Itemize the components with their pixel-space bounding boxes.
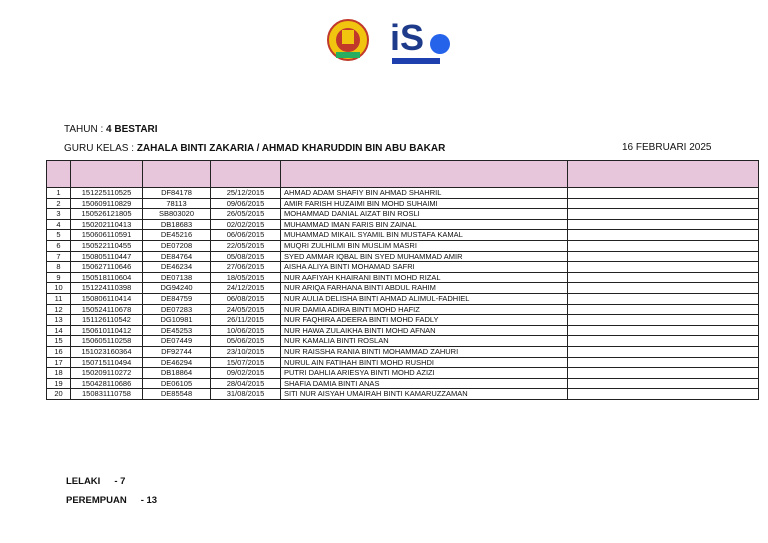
birth-date-cell: 09/06/2015 bbox=[211, 198, 281, 209]
student-name-cell: SYED AMMAR IQBAL BIN SYED MUHAMMAD AMIR bbox=[281, 251, 568, 262]
class-teacher-line bbox=[64, 143, 445, 154]
row-number-cell: 4 bbox=[47, 219, 71, 230]
birth-date-cell: 26/05/2015 bbox=[211, 209, 281, 220]
table-row bbox=[47, 240, 759, 251]
student-name-cell: MUHAMMAD MIKAIL SYAMIL BIN MUSTAFA KAMAL bbox=[281, 230, 568, 241]
row-number-cell: 8 bbox=[47, 262, 71, 273]
birth-cert-cell: 78113 bbox=[143, 198, 211, 209]
student-id-cell: 150609110829 bbox=[71, 198, 143, 209]
row-number-cell: 20 bbox=[47, 389, 71, 400]
birth-cert-cell: DG94240 bbox=[143, 283, 211, 294]
notes-cell bbox=[568, 209, 759, 220]
header-cell-2 bbox=[71, 161, 143, 188]
birth-date-cell: 09/02/2015 bbox=[211, 368, 281, 379]
header-cell-5 bbox=[281, 161, 568, 188]
birth-cert-cell: DE84764 bbox=[143, 251, 211, 262]
student-id-cell: 150524110678 bbox=[71, 304, 143, 315]
student-table bbox=[46, 160, 759, 400]
student-id-cell: 150518110604 bbox=[71, 272, 143, 283]
table-row bbox=[47, 230, 759, 241]
row-number-cell: 10 bbox=[47, 283, 71, 294]
birth-cert-cell: DF92744 bbox=[143, 346, 211, 357]
table-row bbox=[47, 368, 759, 379]
student-id-cell: 150627110646 bbox=[71, 262, 143, 273]
header-cell-3 bbox=[143, 161, 211, 188]
guru-label: GURU KELAS : bbox=[64, 143, 137, 154]
student-id-cell: 150202110413 bbox=[71, 219, 143, 230]
header-cell-6 bbox=[568, 161, 759, 188]
student-id-cell: 150606110591 bbox=[71, 230, 143, 241]
row-number-cell: 15 bbox=[47, 336, 71, 347]
birth-date-cell: 23/10/2015 bbox=[211, 346, 281, 357]
table-row bbox=[47, 262, 759, 273]
student-name-cell: PUTRI DAHLIA ARIESYA BINTI MOHD AZIZI bbox=[281, 368, 568, 379]
student-name-cell: NUR RAISSHA RANIA BINTI MOHAMMAD ZAHURI bbox=[281, 346, 568, 357]
table-body bbox=[47, 188, 759, 400]
student-name-cell: SITI NUR AISYAH UMAIRAH BINTI KAMARUZZAMAN bbox=[281, 389, 568, 400]
notes-cell bbox=[568, 357, 759, 368]
student-id-cell: 151126110542 bbox=[71, 315, 143, 326]
row-number-cell: 6 bbox=[47, 240, 71, 251]
tahun-label: TAHUN : bbox=[64, 124, 107, 135]
notes-cell bbox=[568, 272, 759, 283]
notes-cell bbox=[568, 304, 759, 315]
birth-cert-cell: DE84759 bbox=[143, 293, 211, 304]
notes-cell bbox=[568, 336, 759, 347]
student-name-cell: NURUL AIN FATIHAH BINTI MOHD RUSHDI bbox=[281, 357, 568, 368]
student-id-cell: 150605110258 bbox=[71, 336, 143, 347]
row-number-cell: 5 bbox=[47, 230, 71, 241]
row-number-cell: 14 bbox=[47, 325, 71, 336]
student-id-cell: 150526121805 bbox=[71, 209, 143, 220]
student-name-cell: NUR AAFIYAH KHAIRANI BINTI MOHD RIZAL bbox=[281, 272, 568, 283]
student-id-cell: 150806110414 bbox=[71, 293, 143, 304]
notes-cell bbox=[568, 315, 759, 326]
row-number-cell: 11 bbox=[47, 293, 71, 304]
lelaki-value: - 7 bbox=[114, 476, 126, 487]
row-number-cell: 7 bbox=[47, 251, 71, 262]
birth-date-cell: 18/05/2015 bbox=[211, 272, 281, 283]
notes-cell bbox=[568, 262, 759, 273]
table-row bbox=[47, 389, 759, 400]
notes-cell bbox=[568, 251, 759, 262]
notes-cell bbox=[568, 198, 759, 209]
birth-date-cell: 27/06/2015 bbox=[211, 262, 281, 273]
student-id-cell: 150209110272 bbox=[71, 368, 143, 379]
student-name-cell: NUR FAQHIRA ADEERA BINTI MOHD FADLY bbox=[281, 315, 568, 326]
birth-cert-cell: DE46234 bbox=[143, 262, 211, 273]
student-name-cell: AMIR FARISH HUZAIMI BIN MOHD SUHAIMI bbox=[281, 198, 568, 209]
table-header bbox=[47, 161, 759, 188]
student-name-cell: NUR KAMALIA BINTI ROSLAN bbox=[281, 336, 568, 347]
table-row bbox=[47, 272, 759, 283]
table-row bbox=[47, 188, 759, 199]
student-id-cell: 151224110398 bbox=[71, 283, 143, 294]
row-number-cell: 16 bbox=[47, 346, 71, 357]
birth-date-cell: 22/05/2015 bbox=[211, 240, 281, 251]
student-id-cell: 150715110494 bbox=[71, 357, 143, 368]
birth-cert-cell: DE46294 bbox=[143, 357, 211, 368]
notes-cell bbox=[568, 325, 759, 336]
birth-cert-cell: DE85548 bbox=[143, 389, 211, 400]
row-number-cell: 19 bbox=[47, 378, 71, 389]
birth-date-cell: 10/06/2015 bbox=[211, 325, 281, 336]
table-row bbox=[47, 378, 759, 389]
student-id-cell: 150831110758 bbox=[71, 389, 143, 400]
notes-cell bbox=[568, 230, 759, 241]
birth-date-cell: 02/02/2015 bbox=[211, 219, 281, 230]
student-name-cell: SHAFIA DAMIA BINTI ANAS bbox=[281, 378, 568, 389]
student-name-cell: AHMAD ADAM SHAFIY BIN AHMAD SHAHRIL bbox=[281, 188, 568, 199]
birth-cert-cell: DE06105 bbox=[143, 378, 211, 389]
tahun-value: 4 BESTARI bbox=[106, 124, 158, 135]
student-id-cell: 150610110412 bbox=[71, 325, 143, 336]
student-name-cell: NUR HAWA ZULAIKHA BINTI MOHD AFNAN bbox=[281, 325, 568, 336]
table-row bbox=[47, 325, 759, 336]
birth-cert-cell: DE45253 bbox=[143, 325, 211, 336]
school-logo bbox=[388, 12, 458, 72]
student-id-cell: 150805110447 bbox=[71, 251, 143, 262]
student-id-cell: 150522110455 bbox=[71, 240, 143, 251]
notes-cell bbox=[568, 240, 759, 251]
row-number-cell: 3 bbox=[47, 209, 71, 220]
female-count bbox=[66, 495, 157, 506]
birth-cert-cell: DG10981 bbox=[143, 315, 211, 326]
birth-date-cell: 06/08/2015 bbox=[211, 293, 281, 304]
birth-cert-cell: DB18683 bbox=[143, 219, 211, 230]
birth-date-cell: 05/08/2015 bbox=[211, 251, 281, 262]
header-cell-4 bbox=[211, 161, 281, 188]
row-number-cell: 1 bbox=[47, 188, 71, 199]
notes-cell bbox=[568, 346, 759, 357]
birth-date-cell: 26/11/2015 bbox=[211, 315, 281, 326]
birth-cert-cell: DE07208 bbox=[143, 240, 211, 251]
perempuan-value: - 13 bbox=[140, 495, 158, 506]
table-row bbox=[47, 293, 759, 304]
notes-cell bbox=[568, 219, 759, 230]
birth-date-cell: 24/05/2015 bbox=[211, 304, 281, 315]
student-name-cell: AISHA ALIYA BINTI MOHAMAD SAFRI bbox=[281, 262, 568, 273]
student-id-cell: 150428110686 bbox=[71, 378, 143, 389]
male-count bbox=[66, 476, 125, 487]
row-number-cell: 18 bbox=[47, 368, 71, 379]
birth-cert-cell: DB18864 bbox=[143, 368, 211, 379]
notes-cell bbox=[568, 293, 759, 304]
birth-cert-cell: SB803020 bbox=[143, 209, 211, 220]
notes-cell bbox=[568, 188, 759, 199]
table-row bbox=[47, 357, 759, 368]
student-name-cell: MOHAMMAD DANIAL AIZAT BIN ROSLI bbox=[281, 209, 568, 220]
birth-date-cell: 24/12/2015 bbox=[211, 283, 281, 294]
birth-date-cell: 05/06/2015 bbox=[211, 336, 281, 347]
lelaki-label: LELAKI bbox=[66, 476, 101, 487]
birth-cert-cell: DE07138 bbox=[143, 272, 211, 283]
table-row bbox=[47, 336, 759, 347]
student-name-cell: NUR DAMIA ADIRA BINTI MOHD HAFIZ bbox=[281, 304, 568, 315]
birth-cert-cell: DE45216 bbox=[143, 230, 211, 241]
svg-text:iS: iS bbox=[390, 17, 425, 58]
birth-date-cell: 15/07/2015 bbox=[211, 357, 281, 368]
row-number-cell: 17 bbox=[47, 357, 71, 368]
table-row bbox=[47, 315, 759, 326]
notes-cell bbox=[568, 283, 759, 294]
student-id-cell: 151023160364 bbox=[71, 346, 143, 357]
table-row bbox=[47, 346, 759, 357]
table-row bbox=[47, 219, 759, 230]
birth-cert-cell: DF84178 bbox=[143, 188, 211, 199]
student-id-cell: 151225110525 bbox=[71, 188, 143, 199]
student-name-cell: MUQRI ZULHILMI BIN MUSLIM MASRI bbox=[281, 240, 568, 251]
table-row bbox=[47, 304, 759, 315]
student-name-cell: NUR AULIA DELISHA BINTI AHMAD ALIMUL-FADHIEL bbox=[281, 293, 568, 304]
header-logos bbox=[326, 12, 446, 72]
birth-date-cell: 28/04/2015 bbox=[211, 378, 281, 389]
table-row bbox=[47, 198, 759, 209]
notes-cell bbox=[568, 378, 759, 389]
class-year-line bbox=[64, 124, 158, 135]
table-row bbox=[47, 251, 759, 262]
notes-cell bbox=[568, 368, 759, 379]
student-name-cell: NUR ARIQA FARHANA BINTI ABDUL RAHIM bbox=[281, 283, 568, 294]
header-cell-1 bbox=[47, 161, 71, 188]
birth-date-cell: 06/06/2015 bbox=[211, 230, 281, 241]
row-number-cell: 12 bbox=[47, 304, 71, 315]
notes-cell bbox=[568, 389, 759, 400]
perempuan-label: PEREMPUAN bbox=[66, 495, 127, 506]
guru-value: ZAHALA BINTI ZAKARIA / AHMAD KHARUDDIN BIN ABU BAKAR bbox=[136, 143, 446, 154]
table-row bbox=[47, 283, 759, 294]
birth-cert-cell: DE07283 bbox=[143, 304, 211, 315]
row-number-cell: 13 bbox=[47, 315, 71, 326]
birth-cert-cell: DE07449 bbox=[143, 336, 211, 347]
birth-date-cell: 31/08/2015 bbox=[211, 389, 281, 400]
row-number-cell: 9 bbox=[47, 272, 71, 283]
document-date: 16 FEBRUARI 2025 bbox=[622, 142, 712, 153]
table-row bbox=[47, 209, 759, 220]
student-name-cell: MUHAMMAD IMAN FARIS BIN ZAINAL bbox=[281, 219, 568, 230]
row-number-cell: 2 bbox=[47, 198, 71, 209]
birth-date-cell: 25/12/2015 bbox=[211, 188, 281, 199]
